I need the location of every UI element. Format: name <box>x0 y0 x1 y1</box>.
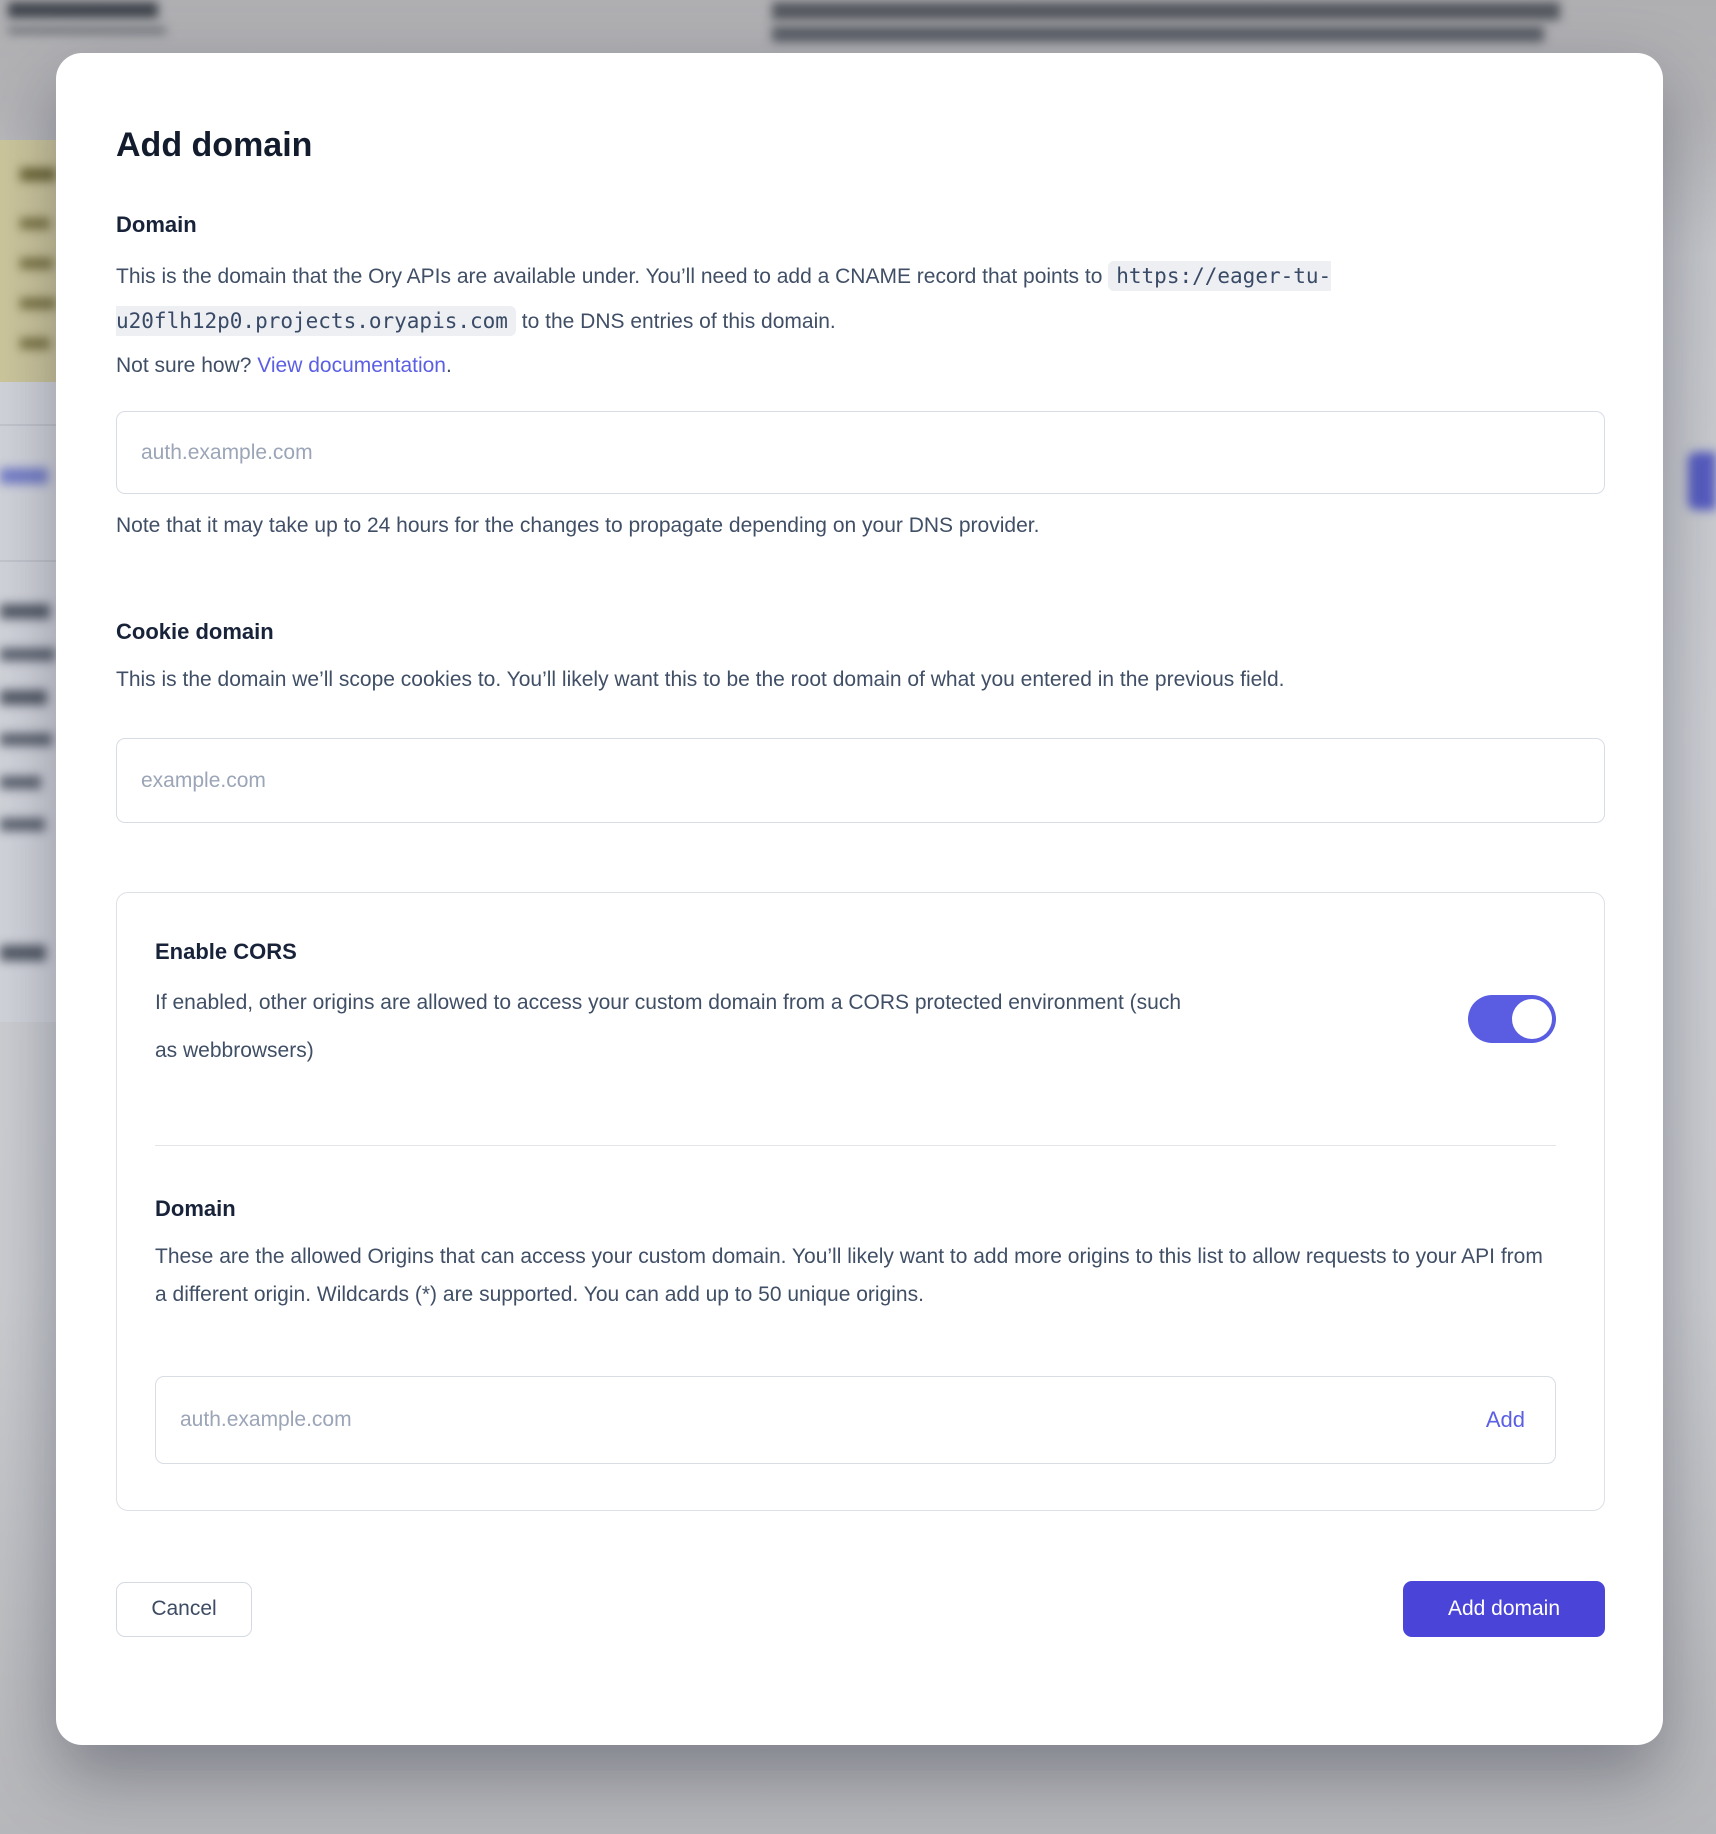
modal-footer <box>116 1581 1605 1637</box>
toggle-knob <box>1512 999 1552 1039</box>
domain-input[interactable] <box>116 411 1605 494</box>
backdrop-banner-text-fragment <box>20 218 50 229</box>
origin-input-row <box>155 1376 1556 1464</box>
domain-description-part2: to the DNS entries of this domain. <box>515 310 836 333</box>
cookie-domain-label: Cookie domain <box>116 619 274 644</box>
cookie-domain-input[interactable] <box>116 738 1605 823</box>
doc-link-suffix: . <box>445 354 452 377</box>
backdrop-divider <box>0 560 56 562</box>
backdrop-text-fragment <box>0 818 45 831</box>
cookie-domain-description: This is the domain we’ll scope cookies to. You’ll likely want this to be the root domain of what you entered in the previous field. <box>116 668 1285 691</box>
cookie-domain-section <box>116 617 1605 823</box>
dns-propagation-helper: Note that it may take up to 24 hours for the changes to propagate depending on your DNS provider. <box>116 514 1040 537</box>
backdrop-banner-text-fragment <box>20 298 56 309</box>
backdrop-text-fragment <box>0 776 41 789</box>
domain-description <box>116 254 1605 388</box>
domain-label: Domain <box>116 212 197 237</box>
origins-domain-label: Domain <box>155 1196 236 1221</box>
backdrop-text-fragment <box>0 604 50 619</box>
enable-cors-description: If enabled, other origins are allowed to access your custom domain from a CORS protected environment (such as webbrowsers) <box>155 991 1181 1062</box>
backdrop-text-line <box>772 26 1544 42</box>
modal-title: Add domain <box>116 126 313 164</box>
origins-description: These are the allowed Origins that can access your custom domain. You’ll likely want to add more origins to this list to allow requests to your API from a different origin. Wildcards (*) are supported. You can add up to 50 unique origins. <box>155 1245 1543 1306</box>
view-documentation-link[interactable]: View documentation <box>257 354 446 377</box>
enable-cors-text <box>155 937 1205 1075</box>
backdrop-banner-text-fragment <box>20 258 53 269</box>
enable-cors-row <box>155 937 1556 1075</box>
backdrop-link-fragment <box>0 468 48 484</box>
not-sure-text: Not sure how? <box>116 354 258 377</box>
cors-card <box>116 892 1605 1511</box>
cancel-button[interactable]: Cancel <box>116 1582 252 1637</box>
backdrop-text-fragment <box>0 733 52 746</box>
backdrop-divider <box>0 424 56 426</box>
add-domain-modal <box>56 53 1663 1745</box>
enable-cors-label: Enable CORS <box>155 939 297 964</box>
backdrop-tab-underline <box>8 28 166 33</box>
backdrop-banner-text-fragment <box>20 168 56 181</box>
backdrop-text-fragment <box>0 945 46 961</box>
backdrop-button-fragment <box>1688 452 1716 510</box>
domain-section <box>116 210 1605 543</box>
cname-target-code: https://eager-tu-u20flh12p0.projects.oryapis.com <box>116 261 1331 336</box>
backdrop-text-fragment <box>0 648 55 661</box>
add-origin-button[interactable]: Add <box>1485 1407 1525 1432</box>
backdrop-banner-text-fragment <box>20 338 50 349</box>
domain-description-part1: This is the domain that the Ory APIs are available under. You’ll need to add a CNAME record that points to <box>116 265 1109 288</box>
card-divider <box>155 1145 1556 1146</box>
add-domain-button[interactable]: Add domain <box>1403 1581 1605 1637</box>
enable-cors-toggle[interactable] <box>1468 995 1556 1043</box>
backdrop-text-line <box>772 2 1560 20</box>
backdrop-text-fragment <box>0 690 47 705</box>
origin-domain-input[interactable] <box>156 1377 1486 1463</box>
backdrop-active-tab-fragment <box>8 2 158 18</box>
